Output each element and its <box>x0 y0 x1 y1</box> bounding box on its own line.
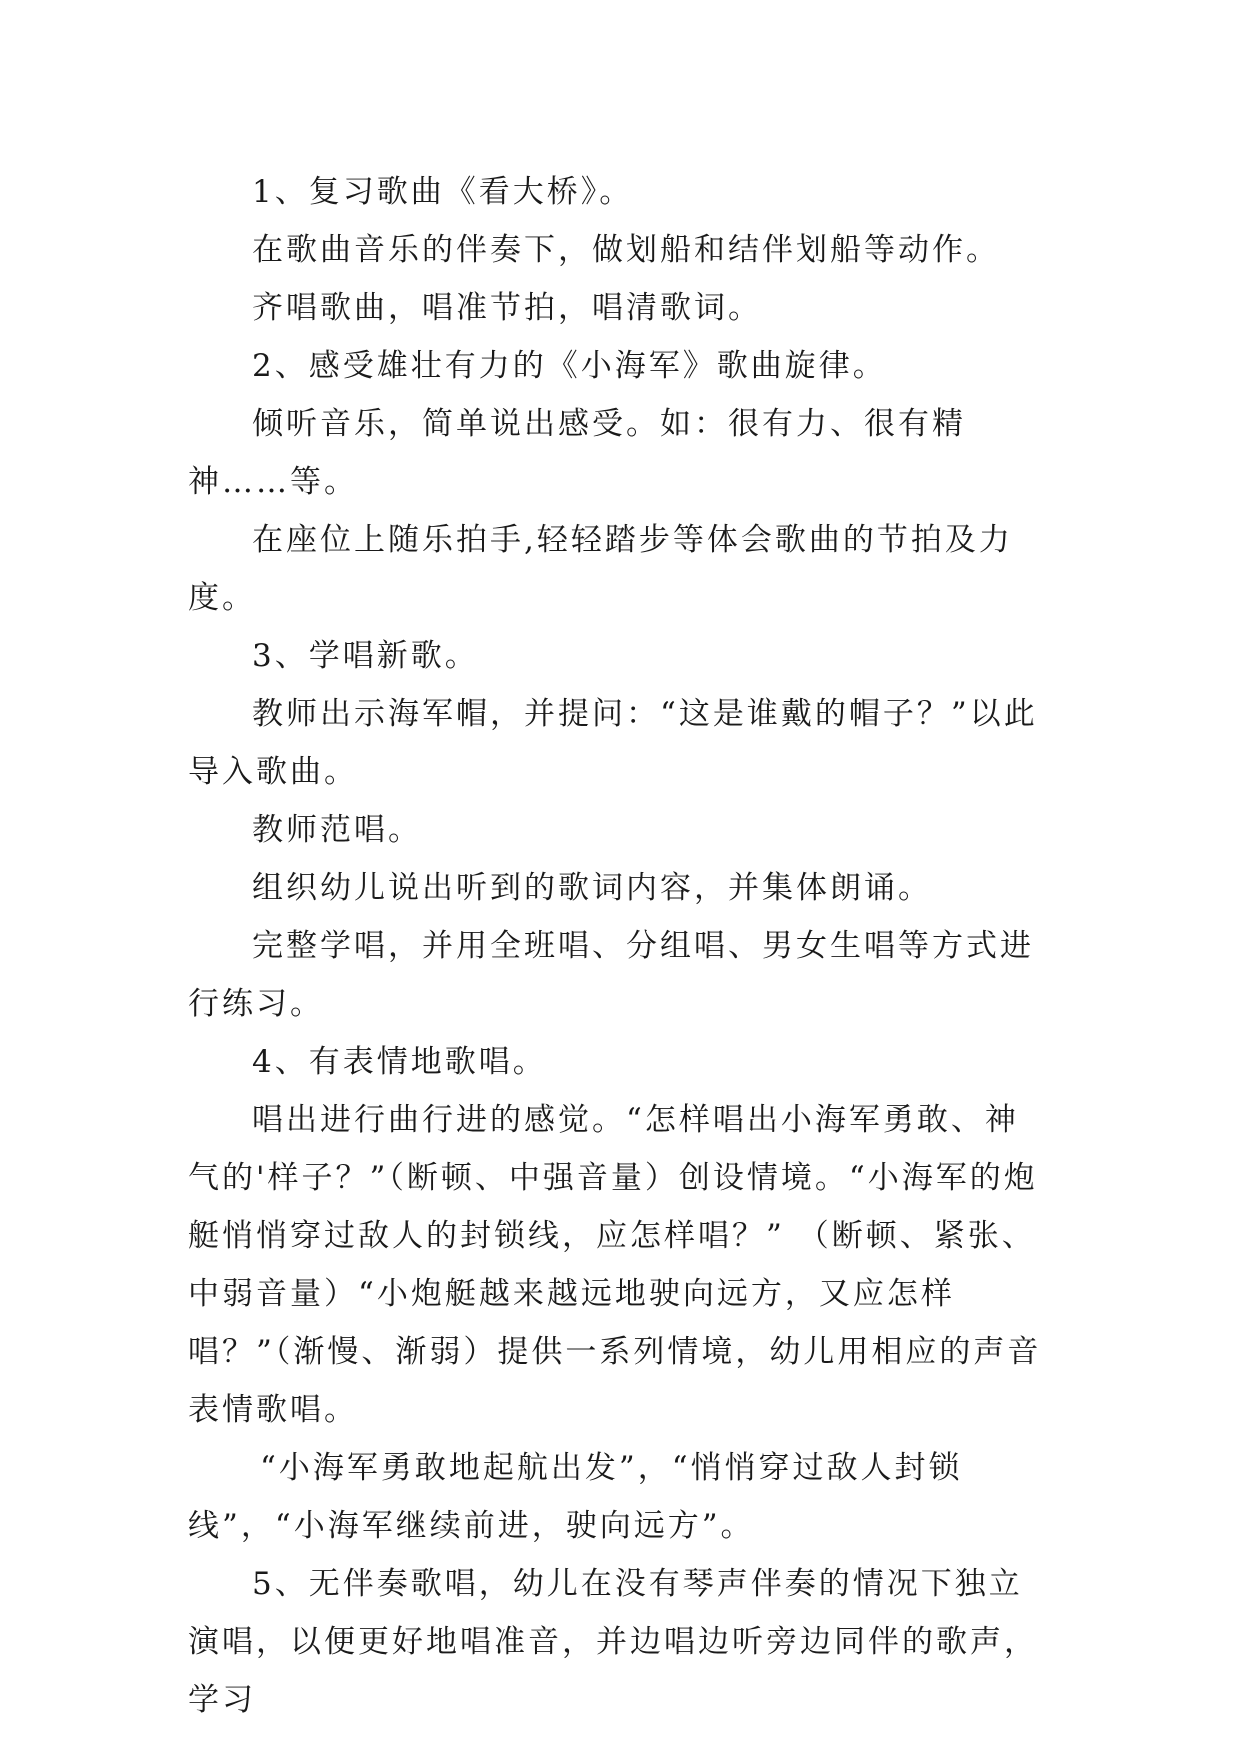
paragraph: 倾听音乐，简单说出感受。如：很有力、很有精神……等。 <box>188 406 966 500</box>
paragraph: 唱出进行曲行进的感觉。“怎样唱出小海军勇敢、神气的'样子？”（断顿、中强音量）创设情境。“小海军的炮艇悄悄穿过敌人的封锁线，应怎样唱？” （断顿、紧张、中弱音量）“小炮艇越来越远地驶向远方，又应怎样唱？”（渐慢、渐弱）提供一系列情境，幼儿用相应的声音表情歌唱。 <box>188 1102 1042 1428</box>
paragraph: 完整学唱，并用全班唱、分组唱、男女生唱等方式进行练习。 <box>188 928 1034 1022</box>
lesson-body <box>188 163 1052 1729</box>
paragraph: 齐唱歌曲，唱准节拍，唱清歌词。 <box>252 290 762 326</box>
paragraph: 在歌曲音乐的伴奏下，做划船和结伴划船等动作。 <box>252 232 1000 268</box>
paragraph: 在座位上随乐拍手,轻轻踏步等体会歌曲的节拍及力度。 <box>188 522 1013 616</box>
step-1-heading: 1、复习歌曲《看大桥》。 <box>252 174 634 210</box>
step-5-paragraph: 5、无伴奏歌唱，幼儿在没有琴声伴奏的情况下独立演唱，以便更好地唱准音，并边唱边听旁边同伴的歌声，学习 <box>188 1566 1038 1718</box>
paragraph: “小海军勇敢地起航出发”，“悄悄穿过敌人封锁线”，“小海军继续前进，驶向远方”。 <box>188 1450 963 1544</box>
step-3-heading: 3、学唱新歌。 <box>252 638 479 674</box>
paragraph: 教师出示海军帽，并提问：“这是谁戴的帽子？”以此导入歌曲。 <box>188 696 1038 790</box>
paragraph: 组织幼儿说出听到的歌词内容，并集体朗诵。 <box>252 870 932 906</box>
paragraph: 教师范唱。 <box>252 812 422 848</box>
step-4-heading: 4、有表情地歌唱。 <box>252 1044 547 1080</box>
step-2-heading: 2、感受雄壮有力的《小海军》歌曲旋律。 <box>252 348 887 384</box>
